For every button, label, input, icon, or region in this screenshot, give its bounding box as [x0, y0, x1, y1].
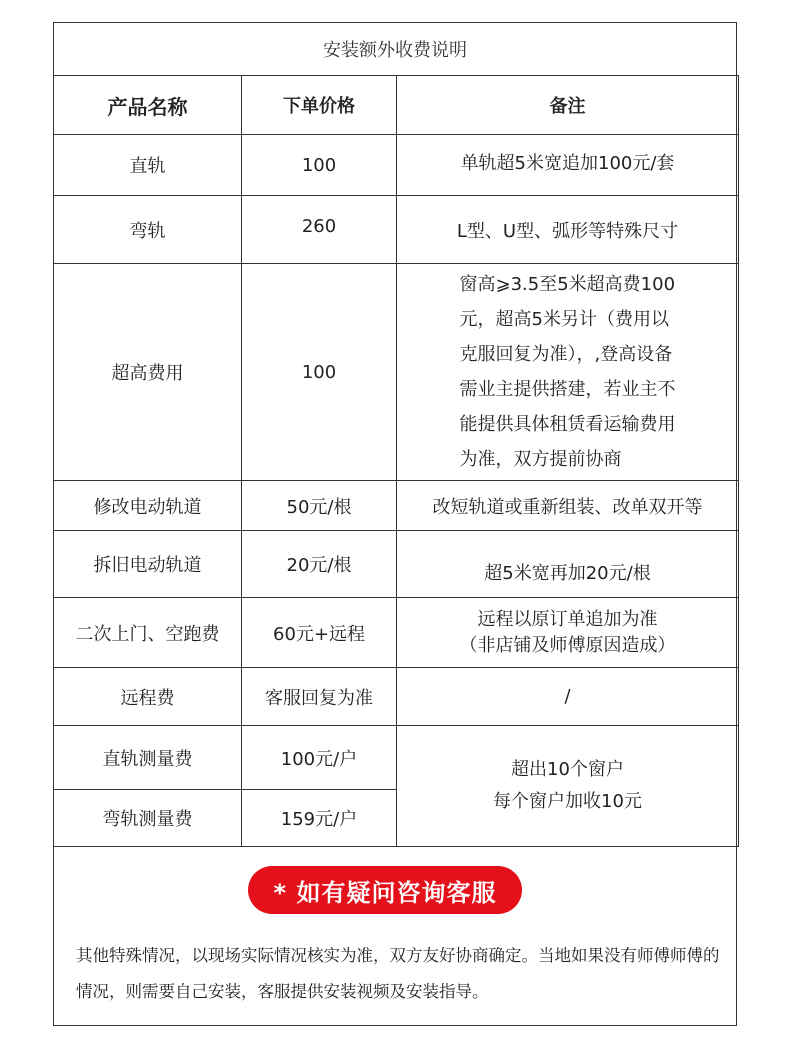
row-name: 直轨	[54, 135, 242, 196]
row-note: /	[397, 668, 739, 726]
row-price: 客服回复为准	[242, 668, 397, 726]
header-price: 下单价格	[242, 76, 397, 135]
fee-table	[53, 75, 739, 847]
note-line: 克服回复为准），,登高设备	[459, 344, 673, 365]
row-note	[397, 598, 739, 668]
row-name: 直轨测量费	[54, 726, 242, 790]
note-line: 窗高⩾3.5至5米超高费100	[459, 274, 676, 295]
header-remark: 备注	[397, 76, 739, 135]
row-price: 100	[242, 264, 397, 481]
footnote-text: 其他特殊情况，以现场实际情况核实为准，双方友好协商确定。当地如果没有师傅师傅的情况，则需要自己安装，客服提供安装视频及安装指导。	[76, 946, 720, 1001]
row-note: 超5米宽再加20元/根	[397, 531, 739, 598]
table-row	[54, 598, 739, 668]
footer	[54, 848, 736, 1026]
header-product-name: 产品名称	[54, 76, 242, 135]
row-name: 拆旧电动轨道	[54, 531, 242, 598]
row-note-merged	[397, 726, 739, 847]
row-price: 159元/户	[242, 790, 397, 847]
table-row	[54, 196, 739, 264]
note-line: 为准，双方提前协商	[459, 449, 622, 470]
sheet-title: 安装额外收费说明	[54, 23, 736, 76]
row-note: L型、U型、弧形等特殊尺寸	[397, 196, 739, 264]
note-line: 远程以原订单追加为准	[477, 608, 658, 630]
row-name: 二次上门、空跑费	[54, 598, 242, 668]
row-note: 单轨超5米宽追加100元/套	[397, 135, 739, 196]
note-line: 需业主提供搭建，若业主不	[459, 379, 676, 400]
table-row	[54, 726, 739, 790]
note-line: （非店铺及师傅原因造成）	[459, 634, 676, 656]
row-name: 修改电动轨道	[54, 481, 242, 531]
row-note	[397, 264, 739, 481]
table-header-row	[54, 76, 739, 135]
row-note-multiline	[460, 267, 676, 477]
table-row	[54, 531, 739, 598]
note-line: 每个窗户加收10元	[493, 791, 642, 812]
fee-sheet	[53, 22, 737, 1026]
row-name: 远程费	[54, 668, 242, 726]
row-price: 20元/根	[242, 531, 397, 598]
row-price: 100元/户	[242, 726, 397, 790]
row-price: 50元/根	[242, 481, 397, 531]
row-price: 260	[242, 196, 397, 264]
table-row	[54, 481, 739, 531]
row-price: 60元+远程	[242, 598, 397, 668]
row-note: 改短轨道或重新组装、改单双开等	[397, 481, 739, 531]
row-name: 超高费用	[54, 264, 242, 481]
row-name: 弯轨测量费	[54, 790, 242, 847]
row-price: 100	[242, 135, 397, 196]
contact-service-badge: * 如有疑问咨询客服	[248, 866, 522, 914]
row-name: 弯轨	[54, 196, 242, 264]
table-row	[54, 135, 739, 196]
note-line: 超出10个窗户	[511, 759, 624, 780]
table-row	[54, 668, 739, 726]
table-row	[54, 264, 739, 481]
note-line: 能提供具体租赁看运输费用	[459, 414, 676, 435]
note-line: 元，超高5米另计（费用以	[459, 309, 669, 330]
